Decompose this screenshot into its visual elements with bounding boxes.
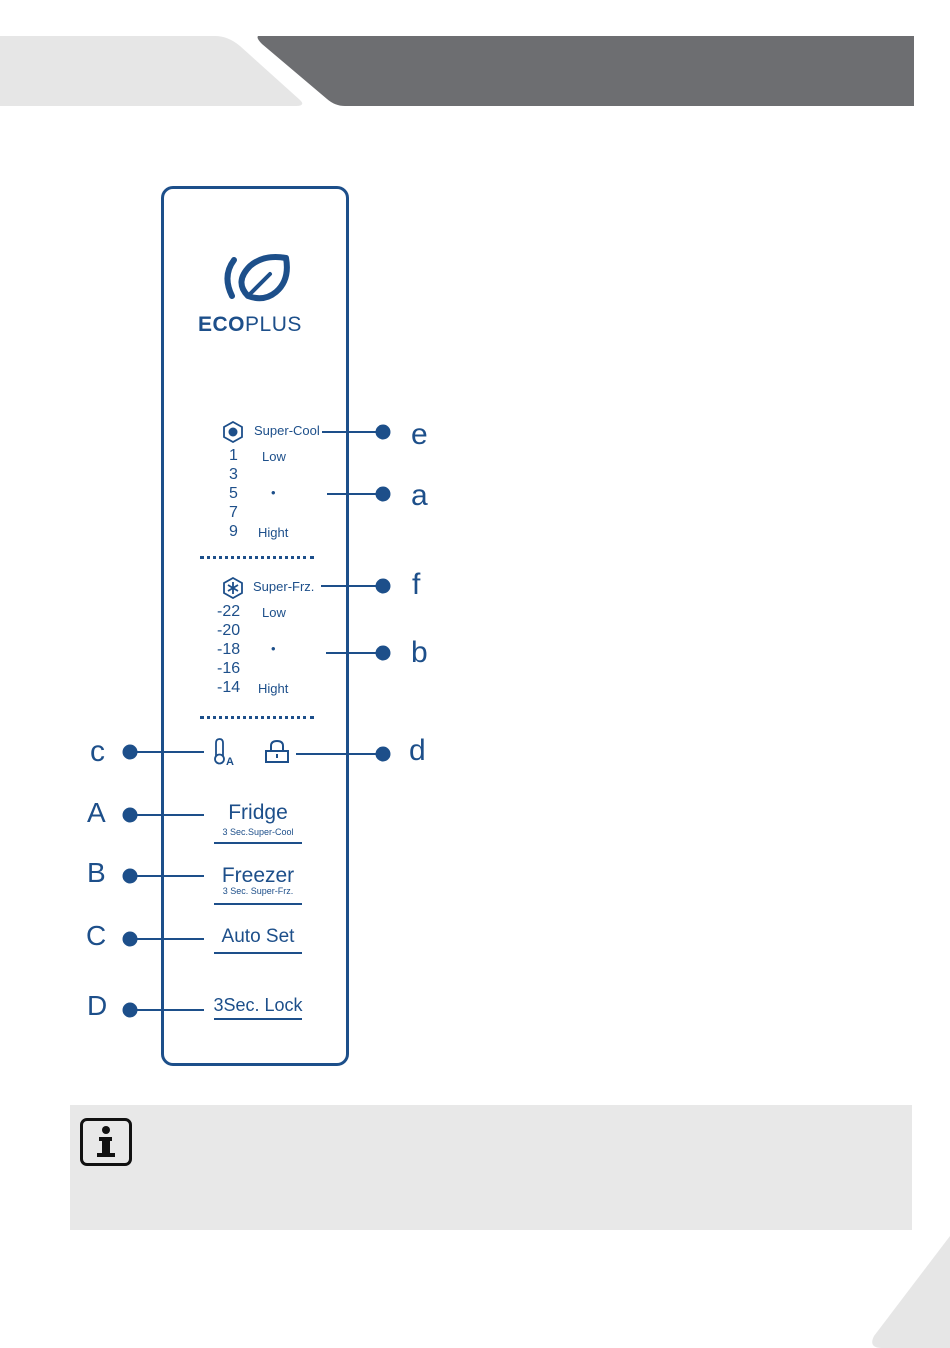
leader-dot-b <box>377 647 390 660</box>
freezer-level-20: -20 <box>217 622 241 639</box>
freezer-level-22: -22 <box>217 603 241 620</box>
freezer-high-label: Hight <box>258 681 289 696</box>
corner-tab <box>860 1232 950 1348</box>
callout-C: C <box>86 920 107 951</box>
fridge-level-1: 1 <box>229 447 238 464</box>
leader-dot-a <box>377 488 390 501</box>
callout-c: c <box>90 735 105 768</box>
brand-eco: ECO <box>198 313 246 336</box>
auto-set-button[interactable]: Auto Set <box>221 926 295 947</box>
leader-dot-A <box>124 809 137 822</box>
fridge-mid-dot: • <box>271 485 276 500</box>
lock-button[interactable]: 3Sec. Lock <box>213 995 303 1015</box>
freezer-mid-dot: • <box>271 641 276 656</box>
callout-a: a <box>411 479 428 512</box>
freezer-level-14: -14 <box>217 679 241 696</box>
callout-d: d <box>409 734 426 767</box>
fridge-level-7: 7 <box>229 504 238 521</box>
freezer-low-label: Low <box>262 605 286 620</box>
fridge-level-5: 5 <box>229 485 238 502</box>
callout-e: e <box>411 418 428 451</box>
leader-dot-f <box>377 580 390 593</box>
info-note-box <box>70 1105 912 1230</box>
svg-text:A: A <box>226 756 234 766</box>
info-glyph <box>91 1125 121 1159</box>
info-icon <box>80 1118 132 1166</box>
fridge-level-9: 9 <box>229 523 238 540</box>
leader-dot-B <box>124 870 137 883</box>
leader-dot-C <box>124 933 137 946</box>
callout-B: B <box>87 857 106 888</box>
leader-dot-D <box>124 1004 137 1017</box>
callout-f: f <box>412 568 421 601</box>
freezer-button[interactable]: Freezer <box>221 864 295 887</box>
callout-A: A <box>87 797 106 828</box>
callout-D: D <box>87 990 108 1021</box>
super-freeze-label: Super-Frz. <box>253 579 315 594</box>
super-cool-label: Super-Cool <box>254 423 320 438</box>
freezer-level-16: -16 <box>217 660 241 677</box>
leader-dot-d <box>377 748 390 761</box>
leader-dot-c <box>124 746 137 759</box>
brand-plus: PLUS <box>245 313 302 336</box>
freezer-level-18: -18 <box>217 641 241 658</box>
fridge-button[interactable]: Fridge <box>228 801 288 824</box>
fridge-high-label: Hight <box>258 525 289 540</box>
fridge-low-label: Low <box>262 449 286 464</box>
callout-b: b <box>411 636 428 669</box>
fridge-button-sub: 3 Sec.Super-Cool <box>222 827 294 837</box>
fridge-level-3: 3 <box>229 466 238 483</box>
freezer-button-sub: 3 Sec. Super-Frz. <box>222 886 294 896</box>
leader-dot-e <box>377 426 390 439</box>
